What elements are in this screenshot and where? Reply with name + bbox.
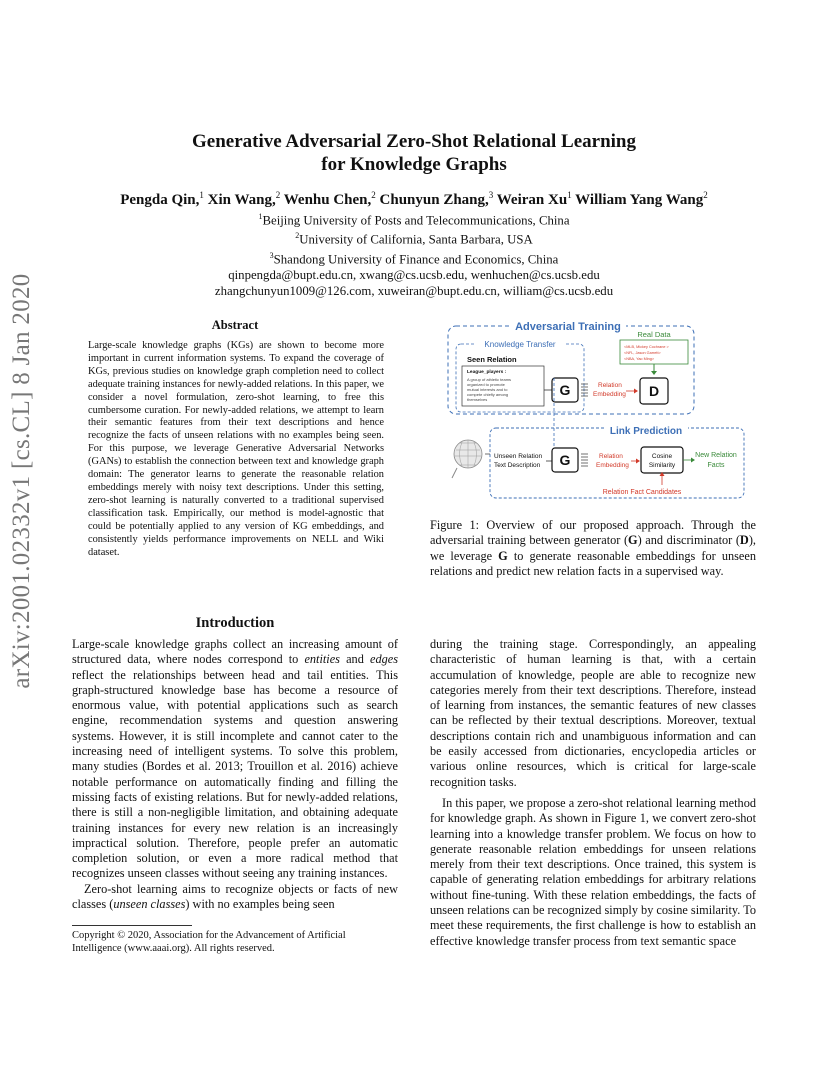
abstract-body: Large-scale knowledge graphs (KGs) are shown to become more important in current information systems. To expand the coverage of KGs, previous studies on knowledge graph completion need to collect adequate training instances for newly-added relations. In this paper, we consider a novel formulation, zero-shot learning, to free this cumbersome curation. For newly-added relations, we attempt to learn their semantic features from their text descriptions and hence recognize the facts of unseen relations with no examples being seen. For this purpose, we leverage Generative Adversarial Networks (GANs) to establish the connection between text and knowledge graph domain: The generator learns to generate the reasonable relation embeddings merely with noisy text descriptions. Under this setting, zero-shot learning is naturally converted to a traditional supervised classification task. Empirically, our method is model-agnostic that could be potentially applied to any version of KG embeddings, and consistently yields performance improvements on NELL and Wiki dataset. bbox=[88, 340, 384, 558]
figure-1-diagram bbox=[438, 318, 750, 504]
svg-text:mutual interests and to: mutual interests and to bbox=[467, 387, 508, 392]
facts-label: Facts bbox=[707, 462, 725, 469]
author: William Yang Wang$^2$ bbox=[575, 190, 708, 208]
author: Xin Wang,$^2$ bbox=[207, 190, 281, 208]
unseen-relation-label: Unseen Relation bbox=[494, 453, 543, 460]
intro-paragraph-2: Zero-shot learning aims to recognize objects or facts of new classes (unseen classes) with no examples being seen bbox=[72, 881, 398, 912]
svg-text:A group of athletic teams: A group of athletic teams bbox=[467, 377, 512, 382]
intro-right-column bbox=[430, 637, 756, 949]
relation-label-top: Relation bbox=[598, 382, 622, 389]
svg-text:<NFL, Jason Garrett>: <NFL, Jason Garrett> bbox=[624, 351, 661, 355]
svg-text:<NBA, Yao Ming>: <NBA, Yao Ming> bbox=[624, 357, 655, 361]
svg-text:organized to promote: organized to promote bbox=[467, 382, 505, 387]
seen-relation-label: Seen Relation bbox=[467, 355, 517, 364]
discriminator-label: D bbox=[648, 383, 660, 399]
relation-label-bottom: Relation bbox=[599, 453, 623, 460]
author: Weiran Xu$^1$ bbox=[496, 190, 572, 208]
adversarial-training-label: Adversarial Training bbox=[515, 321, 621, 333]
emails-line-1: qinpengda@bupt.edu.cn, xwang@cs.ucsb.edu, wenhuchen@cs.ucsb.edu bbox=[228, 267, 600, 282]
similarity-label: Similarity bbox=[648, 462, 676, 469]
svg-text:<MLB, Mickey Cochrane >: <MLB, Mickey Cochrane > bbox=[624, 345, 669, 349]
real-data-label: Real Data bbox=[637, 330, 671, 339]
right-paragraph-2: In this paper, we propose a zero-shot relational learning method for knowledge graph. As shown in Figure 1, we convert zero-shot learning into a knowledge transfer problem. We focus on how to generate reasonable relation embeddings for unseen relations merely from their text descriptions. Once trained, this system is capable of generating relation embeddings for arbitrary relations without fine-tuning. With these relation embeddings, the facts of unseen relations can be recognized simply by cosine similarity. To meet these requirements, the first challenge is how to establish an effective knowledge transfer process from text semantic space bbox=[430, 795, 756, 948]
figure-1-caption: Figure 1: Overview of our proposed approach. Through the adversarial training between generator (G) and discriminator (D), we leverage G to generate reasonable embeddings for unseen relations and predict new relation facts in a supervised way. bbox=[430, 518, 756, 578]
embedding-label-top: Embedding bbox=[593, 391, 626, 398]
affiliation: $^3$Shandong University of Finance and Economics, China bbox=[269, 250, 559, 266]
intro-left-column bbox=[72, 637, 398, 912]
affiliation-list bbox=[60, 209, 768, 299]
copyright-notice: Copyright © 2020, Association for the Advancement of Artificial Intelligence (www.aaai.org). All rights reserved. bbox=[72, 930, 346, 954]
affiliation: $^1$Beijing University of Posts and Telecommunications, China bbox=[258, 212, 570, 228]
author: Chunyun Zhang,$^3$ bbox=[379, 190, 494, 208]
svg-text:themselves: themselves bbox=[467, 397, 488, 402]
generator-label-top: G bbox=[559, 382, 571, 398]
affiliation: $^2$University of California, Santa Barbara, USA bbox=[295, 231, 533, 247]
text-description-label: Text Description bbox=[494, 462, 541, 469]
relation-fact-candidates-label: Relation Fact Candidates bbox=[602, 489, 682, 496]
introduction-heading: Introduction bbox=[195, 615, 275, 631]
cosine-label: Cosine bbox=[651, 453, 673, 460]
svg-text:compete chiefly among: compete chiefly among bbox=[467, 392, 509, 397]
cosine-similarity-box bbox=[641, 447, 683, 473]
title-line-1: Generative Adversarial Zero-Shot Relational Learning bbox=[192, 131, 636, 152]
knowledge-transfer-label: Knowledge Transfer bbox=[484, 340, 556, 349]
footnote-rule bbox=[72, 925, 192, 926]
title-line-2: for Knowledge Graphs bbox=[321, 154, 507, 175]
arxiv-stamp-text: arXiv:2001.02332v1 [cs.CL] 8 Jan 2020 bbox=[8, 273, 35, 689]
arxiv-stamp bbox=[2, 273, 42, 689]
emails-line-2: zhangchunyun1009@126.com, xuweiran@bupt.edu.cn, william@cs.ucsb.edu bbox=[214, 283, 614, 298]
author: Wenhu Chen,$^2$ bbox=[283, 190, 376, 208]
right-paragraph-1: during the training stage. Correspondingly, an appealing characteristic of human learning is that, with a certain accumulation of knowledge, people are able to recognize new categories merely from their text descriptions. Therefore, instead of learning from instances, the semantic features of new classes can be reflected by their textual descriptions. Moreover, textual descriptions contain rich and unambiguous information and can be easily accessed from dictionaries, encyclopedia articles or various online resources, which is critical for large-scale recognition tasks. bbox=[430, 637, 756, 789]
paper-title bbox=[60, 130, 768, 176]
author: Pengda Qin,$^1$ bbox=[120, 190, 204, 208]
wikipedia-globe-icon bbox=[452, 440, 482, 478]
new-relation-label: New Relation bbox=[695, 452, 737, 459]
link-prediction-label: Link Prediction bbox=[609, 426, 683, 437]
author-list bbox=[60, 190, 768, 209]
abstract-heading: Abstract bbox=[211, 318, 259, 332]
embedding-label-bottom: Embedding bbox=[596, 462, 629, 469]
generator-label-bottom: G bbox=[559, 452, 571, 468]
intro-paragraph-1: Large-scale knowledge graphs collect an increasing amount of structured data, where nodes correspond to entities and edges reflect the relationships between head and tail entities. This graph-structured knowledge base has become a resource of enormous value, with potential applications such as search engine, recommendation systems and question answering systems. However, it is still incomplete and cannot cater to the increasing need of intelligent systems. To solve this problem, many studies (Bordes et al. 2013; Trouillon et al. 2016) achieve notable performance on automatically finding and filling the missing facts of existing relations. But for newly-added relations, there is still a non-negligible limitation, and obtaining adequate training instances for every new relation is an increasingly impractical solution. Therefore, people prefer an automatic completion solution, or even a more radical method that recognizes unseen classes without seeing any training instances. bbox=[72, 637, 398, 881]
league-players-label: League_players : bbox=[467, 370, 507, 375]
